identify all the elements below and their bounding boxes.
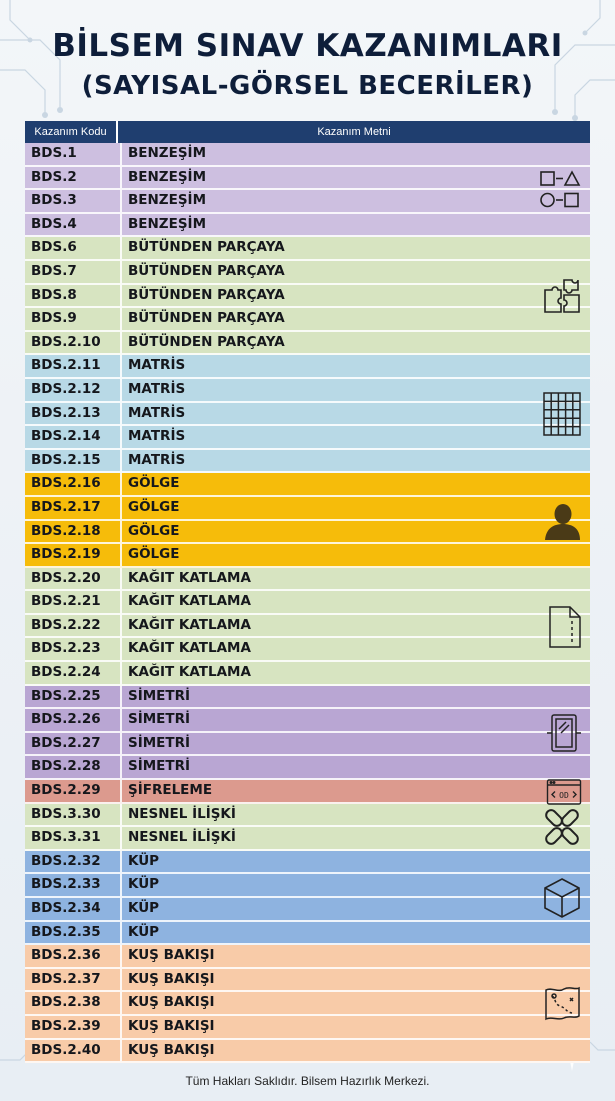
outcome-text: KAĞIT KATLAMA [128,593,251,610]
outcome-code: BDS.3 [25,190,122,212]
table-body [25,143,590,1063]
table-row [25,332,590,356]
outcome-text: NESNEL İLİŞKİ [128,829,236,846]
header-code: Kazanım Kodu [25,121,118,143]
outcome-text: KÜP [128,876,160,893]
outcome-text: GÖLGE [128,522,180,539]
page-title [0,26,615,106]
grid-matrix-icon [542,391,582,442]
table-row [25,1016,590,1040]
footer-copyright: Tüm Hakları Saklıdır. Bilsem Hazırlık Merkezi. [185,1074,430,1088]
table-row [25,308,590,332]
table-header [25,121,590,143]
table-row [25,780,590,804]
outcome-code: BDS.6 [25,237,122,259]
table-row [25,379,590,403]
outcome-text: KÜP [128,900,160,916]
table-row [25,686,590,710]
outcome-code: BDS.2.26 [25,709,122,731]
outcome-code: BDS.1 [25,143,122,165]
table-row [25,615,590,639]
outcome-code: BDS.9 [25,308,122,330]
outcome-code: BDS.2.34 [25,898,122,920]
outcome-code: BDS.2.21 [25,591,122,613]
table-row [25,709,590,733]
outcome-code: BDS.2.32 [25,851,122,873]
table-row [25,261,590,285]
table-row [25,662,590,686]
title-line-1: BİLSEM SINAV KAZANIMLARI [52,28,563,64]
outcome-text: SİMETRİ [128,734,191,751]
outcome-text: NESNEL İLİŞKİ [128,805,236,822]
outcome-code: BDS.2.12 [25,379,122,401]
code-window-icon [546,778,582,811]
table-row [25,237,590,261]
outcome-text: BÜTÜNDEN PARÇAYA [128,310,285,327]
outcomes-table [25,121,590,1063]
table-row [25,403,590,427]
outcome-code: BDS.2.18 [25,521,122,543]
outcome-code: BDS.2.40 [25,1040,122,1062]
outcome-text: MATRİS [128,404,186,421]
outcome-text: KUŞ BAKIŞI [128,994,215,1011]
outcome-text: MATRİS [128,428,186,445]
outcome-code: BDS.2.15 [25,450,122,472]
outcome-text: GÖLGE [128,546,180,563]
outcome-text: KÜP [128,923,160,940]
table-row [25,521,590,545]
table-row [25,969,590,993]
outcome-code: BDS.2.27 [25,733,122,755]
outcome-code: BDS.2.24 [25,662,122,684]
svg-text:OD: OD [559,791,569,800]
cube-icon [542,876,582,925]
table-row [25,945,590,969]
outcome-text: KAĞIT KATLAMA [128,616,251,633]
table-row [25,426,590,450]
outcome-text: BENZEŞİM [128,168,207,185]
outcome-text: KAĞIT KATLAMA [128,569,251,586]
shapes-similarity-icon [538,168,582,217]
outcome-text: GÖLGE [128,498,180,515]
outcome-text: BENZEŞİM [128,215,207,232]
table-row [25,568,590,592]
outcome-text: ŞİFRELEME [128,782,213,799]
outcome-text: BENZEŞİM [128,192,207,209]
outcome-code: BDS.2.39 [25,1016,122,1038]
outcome-text: KAĞIT KATLAMA [128,640,251,657]
mirror-symmetry-icon [546,713,582,758]
outcome-code: BDS.2.17 [25,497,122,519]
outcome-code: BDS.3.30 [25,804,122,826]
outcome-text: KUŞ BAKIŞI [128,970,215,987]
table-row [25,450,590,474]
outcome-code: BDS.2.19 [25,544,122,566]
outcome-text: GÖLGE [128,475,180,492]
outcome-code: BDS.2.33 [25,874,122,896]
table-row [25,638,590,662]
table-row [25,285,590,309]
outcome-code: BDS.2.20 [25,568,122,590]
table-row [25,898,590,922]
outcome-text: SİMETRİ [128,711,191,728]
outcome-code: BDS.2.10 [25,332,122,354]
outcome-code: BDS.2 [25,167,122,189]
table-row [25,167,590,191]
chain-links-icon [542,807,582,852]
table-row [25,591,590,615]
outcome-code: BDS.4 [25,214,122,236]
outcome-code: BDS.2.11 [25,355,122,377]
table-row [25,143,590,167]
table-row [25,1040,590,1064]
map-icon [542,984,582,1029]
outcome-text: KUŞ BAKIŞI [128,1017,215,1034]
outcome-text: KUŞ BAKIŞI [128,947,215,964]
outcome-code: BDS.2.37 [25,969,122,991]
table-row [25,756,590,780]
table-row [25,922,590,946]
outcome-text: KAĞIT KATLAMA [128,664,251,681]
outcome-text: BÜTÜNDEN PARÇAYA [128,262,285,279]
outcome-code: BDS.2.22 [25,615,122,637]
table-row [25,851,590,875]
folded-paper-icon [548,605,582,654]
outcome-code: BDS.2.25 [25,686,122,708]
table-row [25,214,590,238]
outcome-text: SİMETRİ [128,758,191,775]
outcome-code: BDS.2.14 [25,426,122,448]
outcome-text: BÜTÜNDEN PARÇAYA [128,333,285,350]
outcome-text: BÜTÜNDEN PARÇAYA [128,286,285,303]
outcome-code: BDS.2.36 [25,945,122,967]
outcome-code: BDS.2.13 [25,403,122,425]
table-row [25,355,590,379]
outcome-text: BENZEŞİM [128,145,207,161]
table-row [25,497,590,521]
outcome-text: MATRİS [128,380,186,397]
outcome-code: BDS.2.28 [25,756,122,778]
outcome-text: BÜTÜNDEN PARÇAYA [128,239,285,256]
outcome-code: BDS.2.29 [25,780,122,802]
person-shadow-icon [542,501,582,546]
table-row [25,804,590,828]
header-text: Kazanım Metni [317,126,391,138]
table-row [25,827,590,851]
table-row [25,733,590,757]
table-row [25,544,590,568]
title-line-2: (SAYISAL-GÖRSEL BECERİLER) [81,71,534,101]
table-row [25,992,590,1016]
outcome-text: SİMETRİ [128,687,191,704]
puzzle-icon [542,276,582,321]
outcome-code: BDS.2.38 [25,992,122,1014]
outcome-text: MATRİS [128,451,186,468]
outcome-code: BDS.7 [25,261,122,283]
outcome-text: KÜP [128,852,160,869]
outcome-text: MATRİS [128,357,186,374]
outcome-code: BDS.3.31 [25,827,122,849]
table-row [25,473,590,497]
table-row [25,874,590,898]
outcome-code: BDS.2.16 [25,473,122,495]
table-row [25,190,590,214]
outcome-code: BDS.2.35 [25,922,122,944]
outcome-text: KUŞ BAKIŞI [128,1041,215,1058]
outcome-code: BDS.2.23 [25,638,122,660]
outcome-code: BDS.8 [25,285,122,307]
